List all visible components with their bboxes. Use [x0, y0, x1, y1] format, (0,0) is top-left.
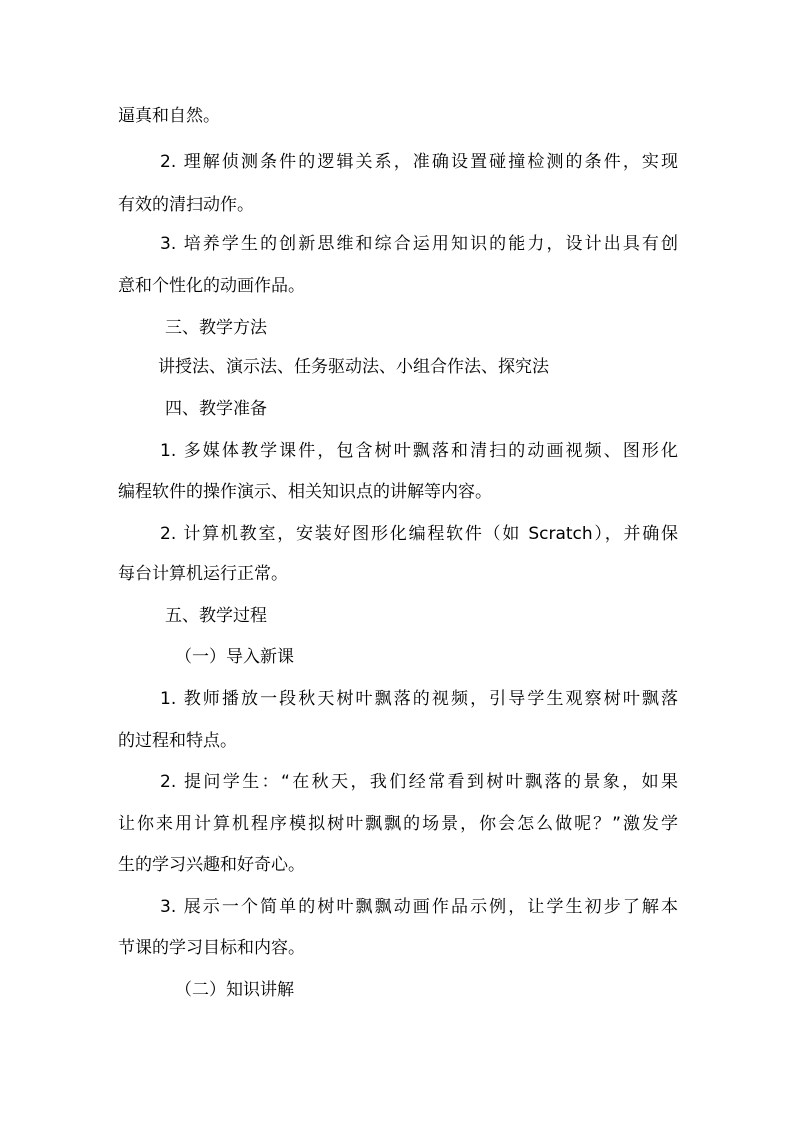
- objective-item-2: 2. 理解侦测条件的逻辑关系，准确设置碰撞检测的条件，实现: [160, 152, 678, 172]
- objective-item-3: 3. 培养学生的创新思维和综合运用知识的能力，设计出具有创: [160, 234, 678, 254]
- text-line-continuation: 生的学习兴趣和好奇心。: [118, 855, 305, 875]
- teaching-methods-text: 讲授法、演示法、任务驱动法、小组合作法、探究法: [158, 357, 549, 377]
- process-item-2: 2. 提问学生：“在秋天，我们经常看到树叶飘落的景象，如果: [160, 772, 678, 792]
- process-item-3: 3. 展示一个简单的树叶飘飘动画作品示例，让学生初步了解本: [160, 897, 678, 917]
- preparation-item-2: 2. 计算机教室，安装好图形化编程软件（如 Scratch），并确保: [160, 524, 678, 544]
- section-heading-teaching-process: 五、教学过程: [165, 606, 267, 626]
- text-line-continuation: 的过程和特点。: [118, 731, 237, 751]
- section-heading-teaching-preparation: 四、教学准备: [165, 399, 267, 419]
- preparation-item-1: 1. 多媒体教学课件，包含树叶飘落和清扫的动画视频、图形化: [160, 441, 678, 461]
- subsection-heading-introduction: （一）导入新课: [175, 647, 294, 667]
- section-heading-teaching-methods: 三、教学方法: [165, 318, 267, 338]
- text-line-continuation: 每台计算机运行正常。: [118, 564, 288, 584]
- process-item-1: 1. 教师播放一段秋天树叶飘落的视频，引导学生观察树叶飘落: [160, 689, 678, 709]
- text-line-continuation: 意和个性化的动画作品。: [118, 276, 305, 296]
- text-line-continuation: 节课的学习目标和内容。: [118, 938, 305, 958]
- text-line-continuation: 有效的清扫动作。: [118, 195, 254, 215]
- text-line-continuation: 编程软件的操作演示、相关知识点的讲解等内容。: [118, 482, 492, 502]
- text-line-continuation: 让你来用计算机程序模拟树叶飘飘的场景，你会怎么做呢？”激发学: [118, 814, 678, 834]
- subsection-heading-knowledge: （二）知识讲解: [175, 980, 294, 1000]
- text-line-continuation: 逼真和自然。: [118, 106, 220, 126]
